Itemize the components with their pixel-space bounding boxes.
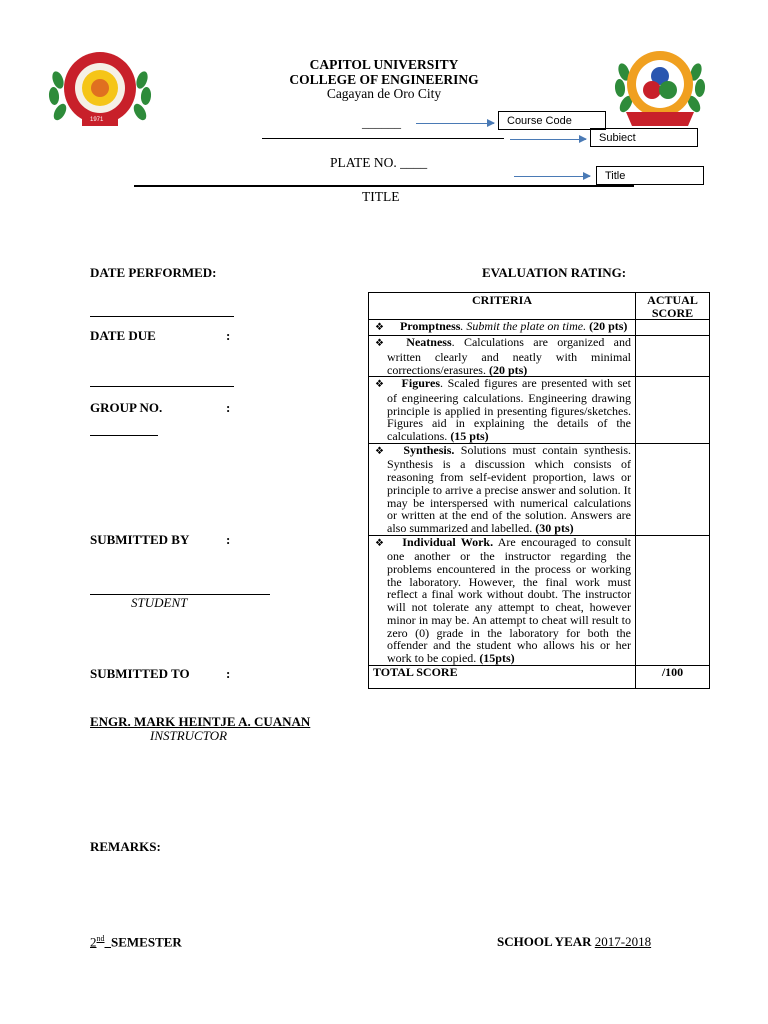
title-label: Title	[605, 170, 626, 182]
subject-box[interactable]	[590, 128, 698, 147]
criteria-name: Promptness	[399, 319, 461, 334]
criteria-individual-work	[369, 535, 636, 665]
group-no-label: GROUP NO.	[90, 400, 163, 415]
table-row	[369, 320, 710, 336]
group-no-line[interactable]	[90, 435, 158, 436]
table-row	[369, 377, 710, 444]
criteria-pts: (20 pts)	[589, 319, 628, 334]
remarks-label: REMARKS:	[90, 839, 161, 854]
submitted-to-label: SUBMITTED TO	[90, 666, 190, 681]
instructor-name: ENGR. MARK HEINTJE A. CUANAN	[90, 714, 311, 729]
criteria-pts: (15pts)	[479, 650, 515, 665]
submitted-by-label: SUBMITTED BY	[90, 532, 190, 547]
score-header-line1: ACTUAL	[647, 293, 698, 307]
criteria-figures	[369, 377, 636, 444]
table-row	[369, 443, 710, 535]
criteria-pts: (15 pts)	[450, 429, 489, 444]
submitted-to-colon: :	[226, 666, 231, 681]
date-due-label: DATE DUE	[90, 328, 156, 343]
criteria-synthesis	[369, 443, 636, 535]
criteria-header	[369, 293, 636, 320]
table-row	[369, 535, 710, 665]
evaluation-heading: EVALUATION RATING:	[482, 265, 627, 280]
semester	[90, 934, 182, 950]
criteria-desc: . Scaled figures are presented with set of engineering calculations. Engineering drawing principle is applied in presenting figures/sketches. Figures aid in explaining the details of the calculations.	[387, 376, 632, 444]
diamond-bullet-icon: ❖	[375, 338, 391, 350]
course-code-label: Course Code	[507, 115, 572, 127]
school-year-value[interactable]: 2017-2018	[594, 934, 652, 949]
score-header-line2: SCORE	[651, 305, 694, 320]
title-line[interactable]	[134, 185, 634, 187]
total-label	[369, 665, 636, 688]
score-header	[636, 293, 710, 320]
city: Cagayan de Oro City	[326, 86, 442, 101]
criteria-promptness	[369, 320, 636, 336]
table-row	[369, 336, 710, 377]
date-performed-label: DATE PERFORMED:	[90, 265, 217, 280]
title-caption: TITLE	[362, 189, 400, 204]
criteria-name: Individual Work.	[402, 534, 494, 549]
criteria-desc: Are encouraged to consult one another or the instructor regarding the problems encountered in the process or working the laboratory. However, the final work must reflect a final work without doubt. The instructor will not tolerate any attempt to cheat, however minor in may be. An attempt to cheat will result to zero (0) grade in the laboratory for both the offender and the student who allows his or her work to be copied.	[387, 534, 632, 665]
diamond-bullet-icon: ❖	[375, 322, 384, 334]
criteria-pts: (30 pts)	[535, 520, 574, 535]
criteria-pts: (20 pts)	[488, 362, 528, 377]
diamond-bullet-icon: ❖	[375, 537, 387, 549]
table-header-row	[369, 293, 710, 320]
score-cell-promptness[interactable]	[636, 320, 710, 336]
criteria-desc: . Submit the plate on time.	[460, 319, 587, 334]
criteria-desc: . Calculations are organized and written clearly and neatly with minimal corrections/erasures.	[387, 335, 631, 377]
evaluation-table	[368, 292, 710, 689]
title-box[interactable]	[596, 166, 704, 185]
score-cell-individual-work[interactable]	[636, 535, 710, 665]
criteria-desc: Solutions must contain synthesis. Synthesis is a discussion which consists of reasoning from self-evident proportion, laws or principle to arrive a precise answer and solution. It may be interspersed with numerical calculations or written at the end of the solution. Answers are also summarized and labelled.	[387, 442, 632, 535]
capitol-university-logo	[44, 50, 156, 128]
score-cell-neatness[interactable]	[636, 336, 710, 377]
criteria-neatness	[369, 336, 636, 377]
criteria-name: Neatness	[406, 335, 452, 350]
date-due-colon: :	[226, 328, 231, 343]
university-name: CAPITOL UNIVERSITY	[309, 57, 459, 72]
course-code-arrow	[416, 123, 494, 124]
total-row	[369, 665, 710, 688]
school-year-label: SCHOOL YEAR	[497, 934, 592, 949]
date-due-line[interactable]	[90, 386, 234, 387]
school-year	[497, 934, 651, 950]
criteria-name: Synthesis.	[403, 442, 455, 457]
semester-label: SEMESTER	[111, 934, 182, 950]
total-score-value: /100	[661, 664, 684, 679]
total-score-cell[interactable]	[636, 665, 710, 688]
title-arrow	[514, 176, 590, 177]
group-no-colon: :	[226, 400, 231, 415]
diamond-bullet-icon: ❖	[375, 445, 388, 457]
course-code-blank[interactable]: ______	[362, 115, 401, 130]
criteria-name: Figures	[401, 376, 440, 391]
score-cell-figures[interactable]	[636, 377, 710, 444]
criteria-header-text: CRITERIA	[471, 293, 532, 307]
submitted-by-colon: :	[226, 532, 231, 547]
subject-line[interactable]	[262, 138, 504, 139]
semester-suffix: nd	[96, 934, 105, 943]
semester-number: 2	[90, 934, 97, 950]
plate-number[interactable]: PLATE NO. ____	[330, 155, 428, 170]
logo-left-year: 1971	[90, 117, 104, 123]
subject-arrow	[510, 139, 586, 140]
college-name: COLLEGE OF ENGINEERING	[289, 72, 479, 87]
college-of-engineering-logo	[612, 46, 708, 132]
date-performed-line[interactable]	[90, 316, 234, 317]
student-caption: STUDENT	[131, 595, 188, 610]
total-label-text: TOTAL SCORE	[373, 664, 458, 679]
subject-label: Subiect	[599, 132, 636, 144]
score-cell-synthesis[interactable]	[636, 443, 710, 535]
diamond-bullet-icon: ❖	[375, 379, 386, 391]
instructor-caption: INSTRUCTOR	[150, 728, 228, 743]
